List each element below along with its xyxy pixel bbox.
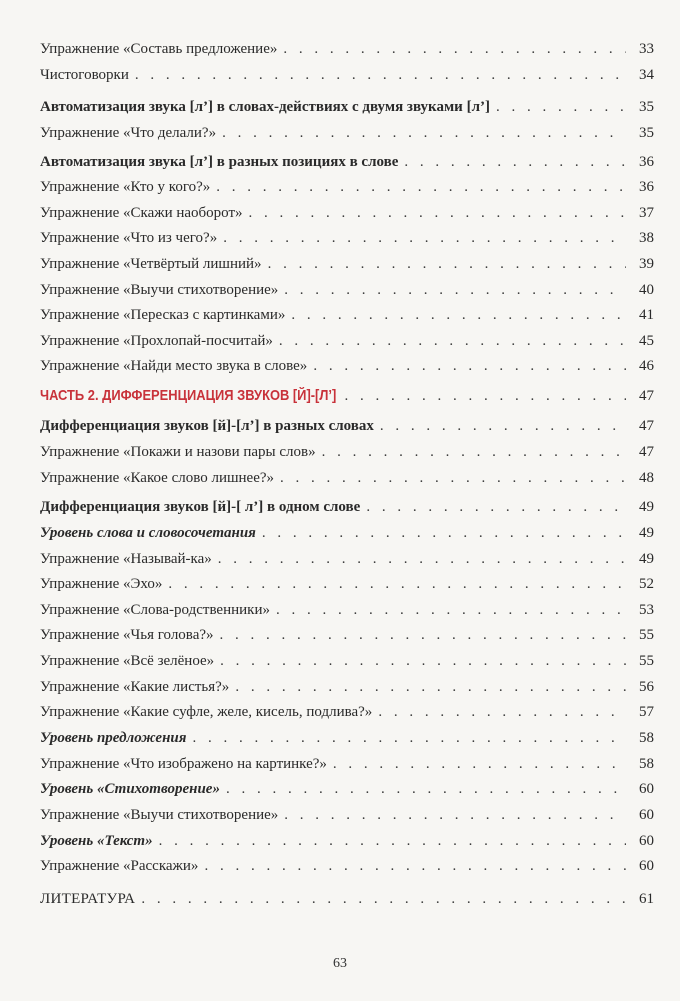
toc-entry-label: Дифференциация звуков [й]-[л’] в разных словах [40,417,380,435]
dot-leader [220,626,626,644]
dot-leader [204,857,626,875]
toc-entry-page: 46 [626,357,654,375]
toc-entry-label: Упражнение «Найди место звука в слове» [40,357,313,375]
toc-entry [40,857,654,875]
toc-entry-page: 60 [626,806,654,824]
toc-entry [40,229,654,247]
toc-entry-label: Упражнение «Скажи наоборот» [40,204,249,222]
toc-entry-page: 60 [626,832,654,850]
dot-leader [222,124,626,142]
toc-section-heading [40,498,654,516]
dot-leader [135,66,626,84]
toc-entry-label: Упражнение «Что изображено на картинке?» [40,755,333,773]
toc-entry-label: ЛИТЕРАТУРА [40,890,141,908]
toc-entry-page: 47 [626,387,654,405]
toc-entry-label: Упражнение «Эхо» [40,575,168,593]
toc-entry [40,332,654,350]
toc-entry-label: Уровень слова и словосочетания [40,524,262,542]
toc-entry [40,124,654,142]
toc-entry [40,890,654,908]
toc-entry-label: Упражнение «Составь предложение» [40,40,283,58]
toc-entry-page: 49 [626,498,654,516]
dot-leader [284,281,626,299]
toc-entry-label: Упражнение «Выучи стихотворение» [40,281,284,299]
dot-leader [283,40,626,58]
toc-entry-label: Уровень предложения [40,729,192,747]
toc-entry-page: 60 [626,780,654,798]
toc-entry-page: 55 [626,652,654,670]
toc-entry-page: 61 [626,890,654,908]
toc-entry-label: Дифференциация звуков [й]-[ л’] в одном слове [40,498,366,516]
toc-entry-page: 37 [626,204,654,222]
toc-entry-page: 47 [626,443,654,461]
toc-entry-page: 35 [626,124,654,142]
toc-entry [40,178,654,196]
dot-leader [378,703,626,721]
toc-part-heading [40,387,654,405]
toc-entry-label: Упражнение «Что из чего?» [40,229,223,247]
toc-entry [40,652,654,670]
toc-section-heading [40,98,654,116]
toc-entry [40,575,654,593]
dot-leader [333,755,626,773]
toc-entry-page: 56 [626,678,654,696]
toc-entry [40,806,654,824]
dot-leader [262,524,626,542]
toc-entry-page: 36 [626,153,654,171]
dot-leader [226,780,626,798]
toc-entry-page: 34 [626,66,654,84]
dot-leader [404,153,626,171]
toc-entry-label: Упражнение «Кто у кого?» [40,178,216,196]
toc-entry-page: 39 [626,255,654,273]
toc-entry-label: Упражнение «Чья голова?» [40,626,220,644]
toc-subsection-heading [40,780,654,798]
toc-entry-label: Уровень «Текст» [40,832,159,850]
dot-leader [141,890,626,908]
dot-leader [159,832,626,850]
dot-leader [284,806,626,824]
toc-entry [40,550,654,568]
toc-entry-label: Упражнение «Называй-ка» [40,550,218,568]
toc-entry-label: Упражнение «Выучи стихотворение» [40,806,284,824]
page-number: 63 [333,956,347,971]
dot-leader [380,417,626,435]
toc-entry-label: Уровень «Стихотворение» [40,780,226,798]
toc-entry [40,306,654,324]
toc-entry [40,601,654,619]
toc-entry [40,255,654,273]
dot-leader [279,332,626,350]
dot-leader [345,387,627,405]
toc-entry [40,66,654,84]
toc-entry [40,678,654,696]
toc-entry-label: Упражнение «Расскажи» [40,857,204,875]
toc-entry-page: 60 [626,857,654,875]
dot-leader [366,498,626,516]
dot-leader [276,601,626,619]
toc-entry [40,443,654,461]
dot-leader [313,357,626,375]
toc-entry-label: Чистоговорки [40,66,135,84]
toc-entry-label: Автоматизация звука [л’] в словах-действиях с двумя звуками [л’] [40,98,496,116]
toc-section-heading [40,153,654,171]
toc-entry-label: Упражнение «Слова-родственники» [40,601,276,619]
toc-entry-label: Упражнение «Всё зелёное» [40,652,220,670]
dot-leader [249,204,626,222]
toc-entry-page: 35 [626,98,654,116]
toc-entry-label: Упражнение «Прохлопай-посчитай» [40,332,279,350]
dot-leader [496,98,626,116]
toc-entry [40,469,654,487]
toc-entry-page: 52 [626,575,654,593]
toc-entry-page: 40 [626,281,654,299]
dot-leader [322,443,626,461]
toc-entry-label: Упражнение «Четвёртый лишний» [40,255,268,273]
dot-leader [220,652,626,670]
toc-entry [40,703,654,721]
toc-subsection-heading [40,832,654,850]
toc-entry-label: Упражнение «Какие суфле, желе, кисель, подлива?» [40,703,378,721]
toc-entry-page: 53 [626,601,654,619]
dot-leader [216,178,626,196]
toc-subsection-heading [40,524,654,542]
toc-entry [40,204,654,222]
dot-leader [218,550,626,568]
toc-entry [40,755,654,773]
toc-entry [40,357,654,375]
toc-entry-page: 33 [626,40,654,58]
dot-leader [223,229,626,247]
dot-leader [291,306,626,324]
toc-entry-page: 58 [626,755,654,773]
toc-entry-page: 48 [626,469,654,487]
toc-entry-page: 45 [626,332,654,350]
toc-entry-label: Упражнение «Пересказ с картинками» [40,306,291,324]
toc-entry [40,281,654,299]
toc-entry-label: Автоматизация звука [л’] в разных позициях в слове [40,153,404,171]
toc-entry-page: 36 [626,178,654,196]
toc-subsection-heading [40,729,654,747]
toc-section-heading [40,417,654,435]
toc-entry-page: 47 [626,417,654,435]
dot-leader [168,575,626,593]
toc-entry-label: Упражнение «Какое слово лишнее?» [40,469,280,487]
toc-entry-label: Упражнение «Покажи и назови пары слов» [40,443,322,461]
toc-entry-page: 49 [626,550,654,568]
toc-entry-page: 58 [626,729,654,747]
toc-entry-page: 41 [626,306,654,324]
toc-entry-page: 38 [626,229,654,247]
toc-entry-label: Упражнение «Что делали?» [40,124,222,142]
toc-entry [40,40,654,58]
toc-entry-label: ЧАСТЬ 2. ДИФФЕРЕНЦИАЦИЯ ЗВУКОВ [Й]-[Л’] [40,387,341,405]
dot-leader [268,255,626,273]
toc-entry-page: 57 [626,703,654,721]
toc-entry-page: 55 [626,626,654,644]
toc-entry [40,626,654,644]
toc-entry-page: 49 [626,524,654,542]
dot-leader [192,729,626,747]
dot-leader [235,678,626,696]
toc-entry-label: Упражнение «Какие листья?» [40,678,235,696]
dot-leader [280,469,626,487]
